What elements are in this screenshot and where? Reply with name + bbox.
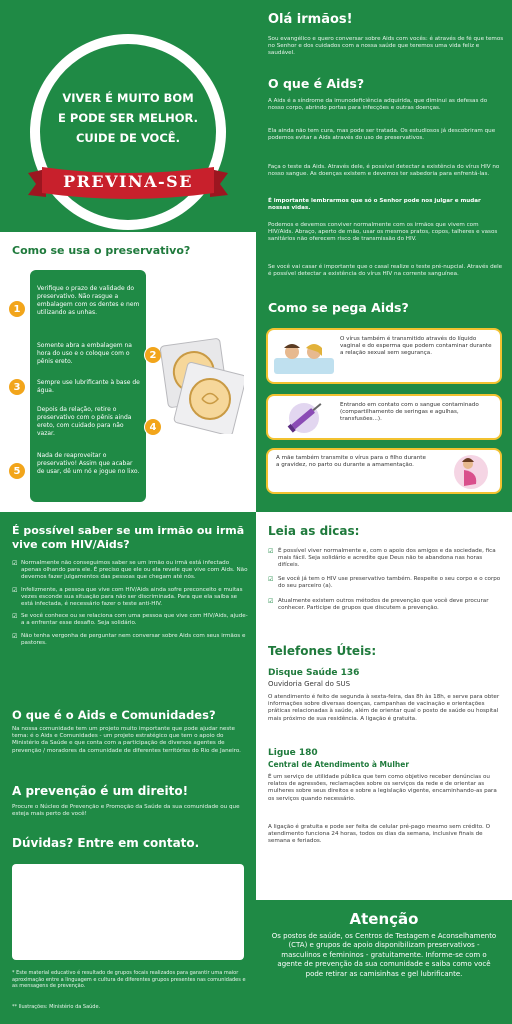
condom-packages-illustration [158, 338, 244, 434]
usage-heading: Como se usa o preservativo? [12, 244, 191, 257]
step-number-1: 1 [8, 300, 26, 318]
transmission-text-mother: A mãe também transmite o vírus para o filho durante a gravidez, no parto ou durante a amamentação. [276, 455, 426, 469]
checkbox-icon: ☑ [268, 548, 274, 555]
checkbox-icon: ☑ [12, 632, 18, 640]
right-heading: A prevenção é um direito! [12, 784, 189, 798]
what-aids-p6: Se você vai casar é importante que o casal realize o teste pré-nupcial. Através dele é possível detectar a existência do vírus HIV na corrente sanguínea. [268, 264, 503, 278]
checkbox-icon: ☑ [268, 576, 274, 583]
transmission-card-blood [266, 394, 502, 440]
footnote-1: * Este material educativo é resultado de grupos focais realizados para garantir uma maior aproximação entre a linguagem e cultura de diferentes grupos presentes nas comunidades e as mensagens de prevenção. [12, 970, 246, 990]
checkbox-icon: ☑ [268, 598, 274, 605]
transmission-text-blood: Entrando em contato com o sangue contaminado (compartilhamento de seringas e agulhas, transfusões...). [340, 402, 479, 423]
panel-cover [0, 0, 256, 512]
step-text-1: Verifique o prazo de validade do preservativo. Não rasgue a embalagem com os dentes e nem utilizando as unhas. [37, 285, 140, 316]
what-aids-p5: Podemos e devemos conviver normalmente com os irmãos que vivem com HIV/Aids. Abraço, aperto de mão, usar os mesmos pratos, copos, talheres e vasos sanitários não oferecem risco de transmissão do HIV. [268, 222, 498, 243]
what-aids-p4: É importante lembrarmos que só o Senhor pode nos julgar e mudar nossas vidas. [268, 198, 481, 212]
step-number-4: 4 [144, 418, 162, 436]
couple-icon [274, 338, 334, 376]
what-aids-p1: A Aids é a síndrome da imunodeficiência adquirida, que diminui as defesas do nosso corpo, abrindo portas para infecções e outras doenças. [268, 98, 488, 112]
what-aids-heading: O que é Aids? [268, 76, 365, 91]
panel-questions [0, 512, 256, 1024]
step-number-2: 2 [144, 346, 162, 364]
panel-info [256, 0, 512, 512]
attention-title: Atenção [349, 910, 419, 928]
community-heading: O que é o Aids e Comunidades? [12, 708, 216, 722]
phones-heading: Telefones Úteis: [268, 644, 377, 658]
what-aids-p3: Faça o teste da Aids. Através dele, é possível detectar a existência do vírus HIV no nosso sangue. As doenças existem e devemos ter sabedoria para enfrentá-las. [268, 164, 500, 178]
know-item: ☑ Normalmente não conseguimos saber se um irmão ou irmã está infectado apenas olhando para ele. É preciso que ele ou ela revele que vive com Aids. Não devemos fazer julgamentos das pessoas que chegam até nós. [12, 560, 248, 581]
syringe-icon [278, 402, 330, 434]
tips-heading: Leia as dicas: [268, 524, 360, 538]
know-item: ☑ Se você conhece ou se relaciona com uma pessoa que vive com HIV/Aids, ajude-a a enfrentar esse desafio. Seja solidário. [12, 613, 248, 627]
ligue-180-subtitle: Central de Atendimento à Mulher [268, 760, 410, 769]
contact-stamp-area [12, 864, 244, 960]
know-item: ☑ Não tenha vergonha de perguntar nem conversar sobre Aids com seus irmãos e pastores. [12, 632, 246, 646]
transmission-card-sexual [266, 328, 502, 384]
checkbox-icon: ☑ [12, 613, 18, 621]
step-number-5: 5 [8, 462, 26, 480]
right-text: Procure o Núcleo de Prevenção e Promoção da Saúde da sua comunidade ou que esteja mais perto de você! [12, 804, 240, 818]
transmission-card-mother [266, 448, 502, 494]
panel-tips [256, 512, 512, 1024]
intro-heading: Olá irmãos! [268, 12, 353, 27]
checkbox-icon: ☑ [12, 586, 18, 594]
know-item: ☑ Infelizmente, a pessoa que vive com HIV/Aids ainda sofre preconceito e muitas vezes esconde sua situação para não ser discriminada. Para que ela saiba se está infectada, é necessário fazer o teste anti-HIV. [12, 586, 243, 608]
disque-saude-subtitle: Ouvidoria Geral do SUS [268, 680, 351, 688]
ligue-180-text: É um serviço de utilidade pública que tem como objetivo receber denúncias ou relatos de agressões, reclamações sobre os serviços da rede e de orientar as mulheres sobre seus direitos e sobre a legislação vigente, encaminhando-as para os serviços quando necessário. [268, 774, 497, 802]
step-text-2: Somente abra a embalagem na hora do uso e o coloque com o pênis ereto. [37, 342, 132, 365]
how-get-heading: Como se pega Aids? [268, 300, 409, 315]
ligue-180-title: Ligue 180 [268, 748, 318, 758]
ribbon-text: PREVINA-SE [63, 172, 193, 191]
step-text-4: Depois da relação, retire o preservativo com o pênis ainda ereto, com cuidado para não vazar. [37, 406, 132, 437]
doubts-heading: Dúvidas? Entre em contato. [12, 836, 200, 850]
what-aids-p2: Ela ainda não tem cura, mas pode ser tratada. Os estudiosos já descobriram que podemos evitar a Aids através do uso de preservativos. [268, 128, 496, 142]
hero-slogan: VIVER É MUITO BOM E PODE SER MELHOR. CUIDE DE VOCÊ. [58, 91, 198, 145]
tip-item: ☑ Se você já tem o HIV use preservativo também. Respeite o seu corpo e o corpo do seu parceiro (a). [268, 576, 501, 590]
disque-saude-text: O atendimento é feito de segunda à sexta-feira, das 8h às 18h, e serve para obter informações sobre diversas doenças, campanhas de vacinação e orientações práticas relacionadas à saúde, além de orientar qual o posto de saúde ou hospital mais próximo de sua residência. A ligação é gratuita. [268, 694, 500, 722]
ligue-180-text-2: A ligação é gratuita e pode ser feita de celular pré-pago mesmo sem crédito. O atendimento funciona 24 horas, todos os dias da semana, inclusive finais de semana e feriados. [268, 824, 491, 845]
disque-saude-title: Disque Saúde 136 [268, 668, 360, 678]
know-list [12, 560, 248, 652]
step-text-3: Sempre use lubrificante à base de água. [37, 379, 140, 394]
footnote-2: ** Ilustrações: Ministério da Saúde. [12, 1004, 101, 1010]
tip-item: ☑ É possível viver normalmente e, com o apoio dos amigos e da sociedade, fica mais fácil. Seja solidário e acredite que Deus não te abandona nas horas difíceis. [268, 548, 496, 569]
step-number-3: 3 [8, 378, 26, 396]
step-text-5: Nada de reaproveitar o preservativo! Assim que acabar de usar, dê um nó e jogue no lixo. [37, 452, 140, 475]
attention-text: Os postos de saúde, os Centros de Testagem e Aconselhamento (CTA) e grupos de apoio disponibilizam preservativos - masculinos e femininos - gratuitamente. Informe-se com o agente de prevenção da sua comunidade e saiba como você pode retirar as camisinhas e gel lubrificante. [271, 932, 497, 978]
know-heading: É possível saber se um irmão ou irmã vive com HIV/Aids? [12, 524, 245, 551]
pregnant-woman-icon [448, 454, 494, 490]
community-text: Na nossa comunidade tem um projeto muito importante que pode ajudar neste tema: é o Aids e Comunidades - um projeto estratégico que tem o apoio do Ministério da Saúde e que conta com a participação de diversos agentes de prevenção / moradores da comunidade de diferentes territórios do Rio de Janeiro. [12, 726, 241, 754]
intro-text: Sou evangélico e quero conversar sobre Aids com vocês: é através de fé que temos no Senhor e dos cuidados com a nossa saúde que teremos uma vida feliz e saudável. [268, 36, 504, 57]
tip-item: ☑ Atualmente existem outros métodos de prevenção que você deve procurar conhecer. Participe de grupos que discutem a prevenção. [268, 598, 489, 612]
transmission-text-sexual: O vírus também é transmitido através do líquido vaginal e do esperma que podem contaminar durante a relação sexual sem segurança. [340, 336, 492, 357]
checkbox-icon: ☑ [12, 560, 18, 567]
